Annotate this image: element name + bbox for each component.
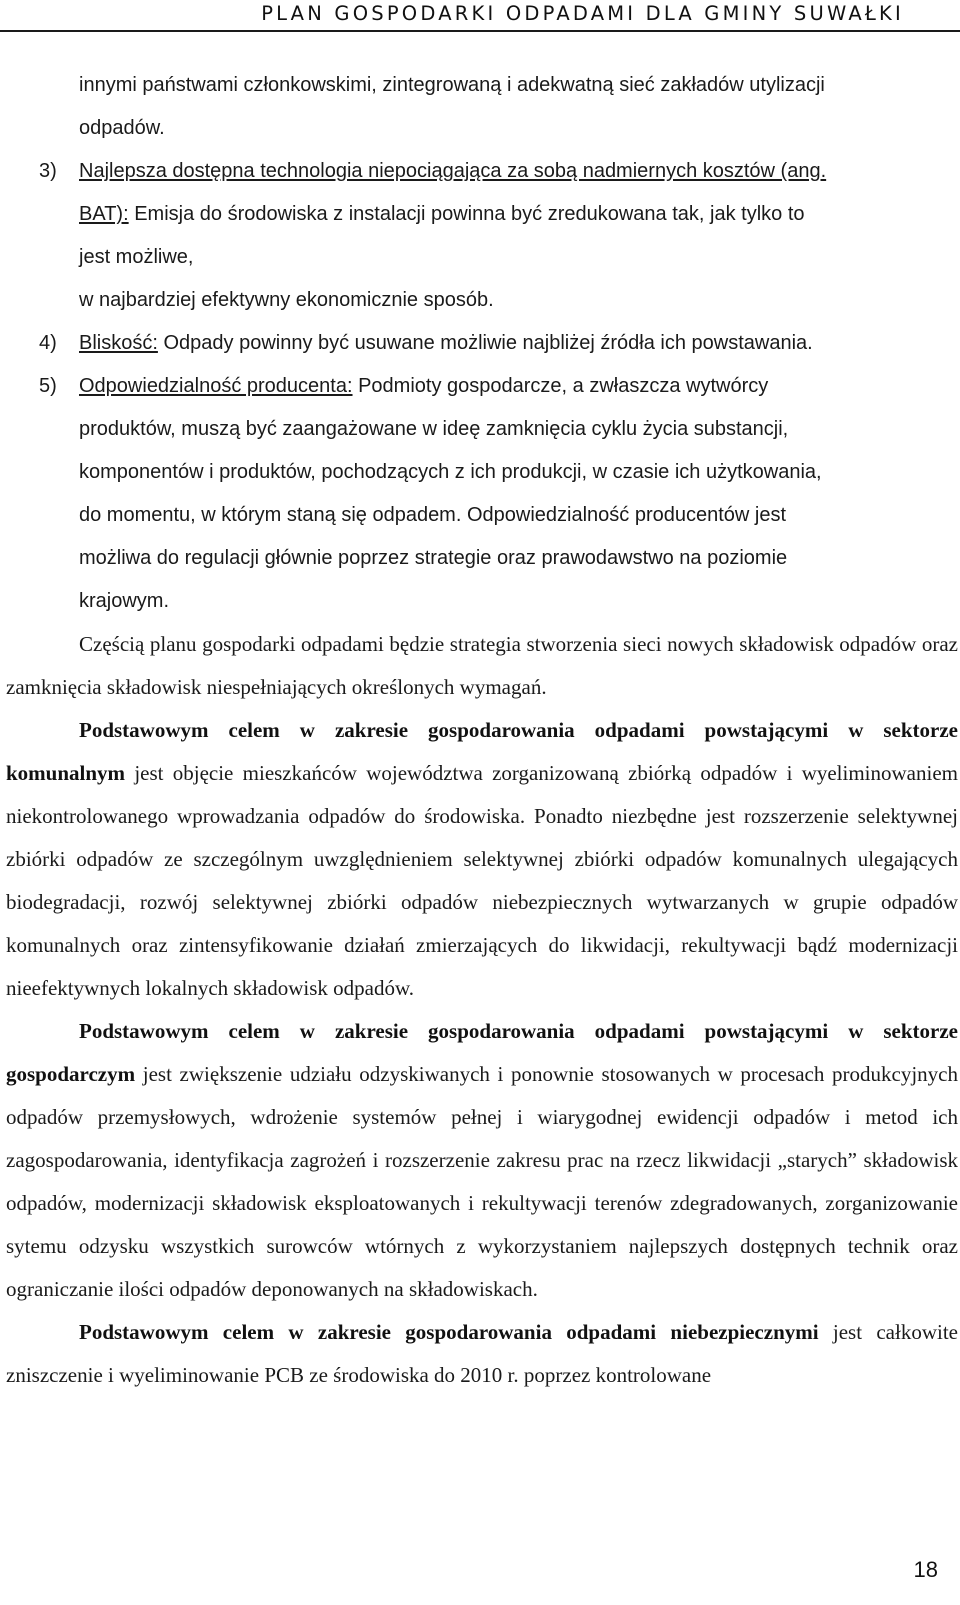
list-item-line: do momentu, w którym staną się odpadem. Odpowiedzialność producentów jest (79, 504, 787, 526)
list-item-3 (6, 150, 958, 322)
list-continuation-line-1: innymi państwami członkowskimi, zintegrowaną i adekwatną sieć zakładów utylizacji (79, 74, 825, 96)
paragraph-text: jest zwiększenie udziału odzyskiwanych i ponownie stosowanych w procesach produkcyjnych odpadów przemysłowych, wdrożenie systemów pełnej i wiarygodnej ewidencji odpadów i metod ich zagospodarowania, identyfikacja zagrożeń i rozszerzenie zakresu prac na rzecz likwidacji „starych” składowisk odpadów, modernizacji składowisk eksploatowanych i rekultywacji terenów zdegradowanych, zorganizowanie sytemu odzysku wszystkich surowców wtórnych z wykorzystaniem najlepszych dostępnych technik oraz ograniczanie ilości odpadów deponowanych na składowiskach. (6, 1062, 958, 1301)
list-item-term: Bliskość: (79, 332, 158, 354)
paragraph-landfill-strategy: Częścią planu gospodarki odpadami będzie strategia stworzenia sieci nowych składowisk odpadów oraz zamknięcia składowisk niespełniających określonych wymagań. (6, 632, 958, 699)
document-body (6, 64, 958, 1397)
paragraph-hazardous-goal (6, 1311, 958, 1397)
list-item-text: Podmioty gospodarcze, a zwłaszcza wytwórcy (352, 375, 769, 397)
list-item-continuation (6, 64, 958, 150)
list-continuation-line-2: odpadów. (79, 117, 165, 139)
list-item-line: w najbardziej efektywny ekonomicznie sposób. (79, 289, 494, 311)
list-item-term: Najlepsza dostępna technologia niepociągająca za sobą nadmiernych kosztów (ang. (79, 160, 827, 182)
list-item-line: jest możliwe, (79, 246, 194, 268)
paragraph-bold-lead: Podstawowym celem w zakresie gospodarowania odpadami powstającymi w sektorze komunalnym (6, 718, 958, 785)
list-item-term-cont: BAT): (79, 203, 129, 225)
list-item-line: krajowym. (79, 590, 170, 612)
list-item-text: Odpady powinny być usuwane możliwie najbliżej źródła ich powstawania. (157, 332, 813, 354)
list-item-number: 4) (39, 332, 57, 354)
list-item-number: 5) (39, 375, 57, 397)
list-item-line: komponentów i produktów, pochodzących z ich produkcji, w czasie ich użytkowania, (79, 461, 822, 483)
paragraph-municipal-goal (6, 709, 958, 1010)
list-item-text: Emisja do środowiska z instalacji powinna być zredukowana tak, jak tylko to (128, 203, 805, 225)
paragraph-text: jest objęcie mieszkańców województwa zorganizowaną zbiórką odpadów i wyeliminowaniem niekontrolowanego wprowadzania odpadów do środowiska. Ponadto niezbędne jest rozszerzenie selektywnej zbiórki odpadów ze szczególnym uwzględnieniem selektywnej zbiórki odpadów komunalnych ulegających biodegradacji, rozwój selektywnej zbiórki odpadów niebezpiecznych wytwarzanych w grupie odpadów komunalnych oraz zintensyfikowanie działań zmierzających do likwidacji, rekultywacji bądź modernizacji nieefektywnych lokalnych składowisk odpadów. (6, 761, 958, 1000)
page-header (0, 0, 960, 32)
list-item-5 (6, 365, 958, 623)
page-number: 18 (913, 1557, 938, 1582)
list-item-4 (6, 322, 958, 365)
principles-list (6, 64, 958, 623)
list-item-line: możliwa do regulacji głównie poprzez strategie oraz prawodawstwo na poziomie (79, 547, 788, 569)
list-item-number: 3) (39, 160, 57, 182)
header-title: PLAN GOSPODARKI ODPADAMI DLA GMINY SUWAŁKI (261, 2, 904, 25)
paragraph-bold-lead: Podstawowym celem w zakresie gospodarowania odpadami powstającymi w sektorze gospodarczym (6, 1019, 958, 1086)
list-item-line: produktów, muszą być zaangażowane w ideę zamknięcia cyklu życia substancji, (79, 418, 789, 440)
paragraph-economic-goal (6, 1010, 958, 1311)
list-item-term: Odpowiedzialność producenta: (79, 375, 353, 397)
paragraph-bold-lead: Podstawowym celem w zakresie gospodarowania odpadami niebezpiecznymi (79, 1320, 819, 1344)
paragraph-text: jest całkowite zniszczenie i wyeliminowanie PCB ze środowiska do 2010 r. poprzez kontrolowane (6, 1320, 958, 1387)
